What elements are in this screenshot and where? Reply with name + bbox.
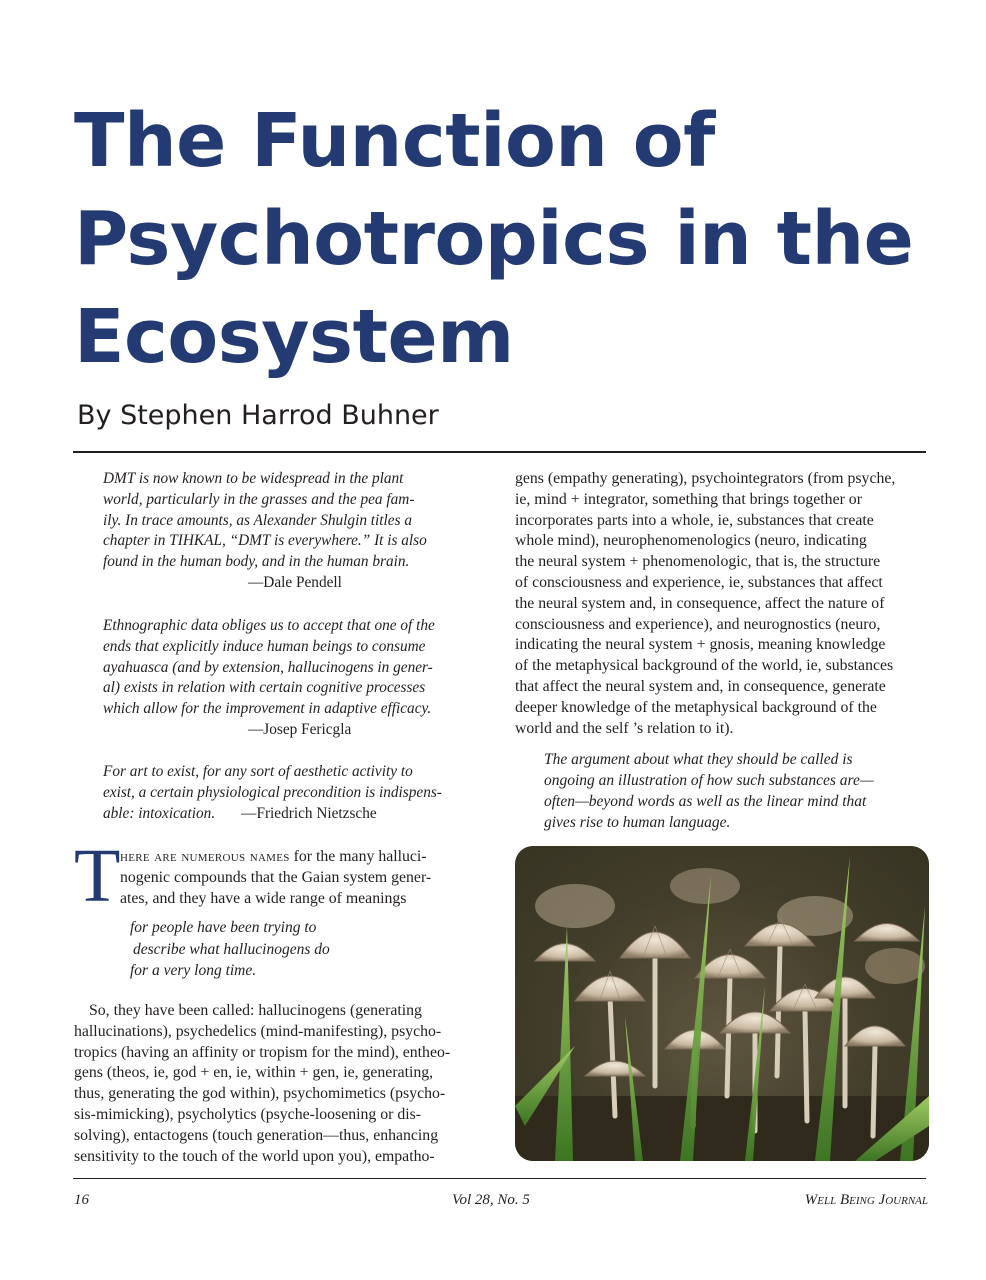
page-number: 16 bbox=[74, 1192, 89, 1208]
intro-line bbox=[120, 846, 480, 867]
title-line: Ecosystem bbox=[74, 294, 514, 380]
epigraph-line-text: able: intoxication. bbox=[103, 804, 216, 822]
epigraph-line: which allow for the improvement in adaptive efficacy. bbox=[103, 700, 432, 718]
epigraph-nietzsche bbox=[103, 762, 463, 824]
body-line: tropics (having an affinity or tropism for the mind), entheo- bbox=[74, 1043, 451, 1061]
pull-quote-line: gives rise to human language. bbox=[544, 814, 731, 831]
body-line: deeper knowledge of the metaphysical background of the bbox=[515, 698, 877, 716]
intro-line: nogenic compounds that the Gaian system gener- bbox=[120, 869, 432, 886]
mushroom-photo-illustration bbox=[515, 846, 929, 1161]
body-line: indicating the neural system + gnosis, meaning knowledge bbox=[515, 636, 886, 654]
epigraph-line: world, particularly in the grasses and the pea fam- bbox=[103, 490, 415, 508]
epigraph-line: ayahuasca (and by extension, hallucinogens in gener- bbox=[103, 658, 433, 676]
epigraph-pendell bbox=[103, 469, 463, 594]
epigraph-attribution: —Josep Fericgla bbox=[248, 720, 352, 738]
footer-divider bbox=[73, 1178, 926, 1179]
pull-quote-right bbox=[544, 749, 904, 833]
body-line: gens (empathy generating), psychointegrators (from psyche, bbox=[515, 470, 896, 487]
epigraph-attribution: —Dale Pendell bbox=[248, 573, 342, 591]
epigraph-line: al) exists in relation with certain cognitive processes bbox=[103, 679, 426, 697]
epigraph-line: found in the human body, and in the human brain. bbox=[103, 553, 410, 571]
pull-quote-line: The argument about what they should be called is bbox=[544, 751, 853, 768]
body-line: world and the self ’s relation to it). bbox=[515, 719, 734, 737]
mushroom-photo bbox=[515, 846, 929, 1161]
pull-quote-line: ongoing an illustration of how such substances are— bbox=[544, 772, 874, 789]
epigraph-line: DMT is now known to be widespread in the plant bbox=[103, 470, 404, 487]
journal-name: Well Being Journal bbox=[804, 1192, 928, 1208]
pull-quote-line: for a very long time. bbox=[130, 962, 257, 979]
body-line: ie, mind + integrator, something that brings together or bbox=[515, 490, 862, 508]
body-column-left bbox=[74, 1001, 484, 1167]
header-divider bbox=[73, 451, 926, 453]
body-line: of the metaphysical background of the world, ie, substances bbox=[515, 657, 894, 675]
epigraph-line: Ethnographic data obliges us to accept that one of the bbox=[103, 617, 435, 634]
issue-label: Vol 28, No. 5 bbox=[452, 1192, 530, 1208]
epigraph-line: ends that explicitly induce human beings to consume bbox=[103, 637, 426, 655]
body-line: consciousness and experience), and neurognostics (neuro, bbox=[515, 615, 881, 633]
pull-quote-line: for people have been trying to bbox=[130, 919, 317, 936]
body-line: sis-mimicking), psycholytics (psyche-loosening or dis- bbox=[74, 1105, 422, 1123]
body-line: thus, generating the god within), psychomimetics (psycho- bbox=[74, 1085, 446, 1103]
pull-quote-line: often—beyond words as well as the linear mind that bbox=[544, 793, 867, 810]
article-title bbox=[74, 92, 934, 386]
epigraph-fericgla bbox=[103, 616, 463, 741]
epigraph-line: For art to exist, for any sort of aesthetic activity to bbox=[103, 763, 413, 780]
epigraph-line: exist, a certain physiological precondition is indispens- bbox=[103, 783, 442, 801]
body-line: So, they have been called: hallucinogens (generating bbox=[89, 1002, 422, 1019]
body-column-right bbox=[515, 469, 927, 739]
body-line: of consciousness and experience, ie, substances that affect bbox=[515, 573, 883, 591]
body-line: sensitivity to the touch of the world upon you), empatho- bbox=[74, 1147, 435, 1165]
pull-quote-line: describe what hallucinogens do bbox=[133, 940, 330, 958]
body-line: hallucinations), psychedelics (mind-manifesting), psycho- bbox=[74, 1022, 442, 1040]
intro-line: ates, and they have a wide range of meanings bbox=[120, 890, 407, 907]
intro-line-rest: for the many halluci- bbox=[289, 848, 427, 865]
drop-cap: T bbox=[74, 834, 121, 918]
pull-quote-left bbox=[130, 917, 430, 982]
body-line: solving), entactogens (touch generation—thus, enhancing bbox=[74, 1126, 439, 1144]
title-line: Psychotropics in the bbox=[74, 196, 914, 282]
body-line: the neural system + phenomenologic, that is, the structure bbox=[515, 553, 881, 571]
intro-smallcaps: here are numerous names bbox=[120, 848, 290, 865]
body-line: whole mind), neurophenomenologics (neuro, indicating bbox=[515, 532, 867, 550]
body-line: that affect the neural system and, in consequence, generate bbox=[515, 677, 886, 695]
epigraph-attribution: —Friedrich Nietzsche bbox=[241, 804, 377, 822]
body-line: incorporates parts into a whole, ie, substances that create bbox=[515, 511, 874, 529]
byline: By Stephen Harrod Buhner bbox=[77, 400, 439, 431]
epigraph-line: ily. In trace amounts, as Alexander Shulgin titles a bbox=[103, 511, 413, 529]
body-line: the neural system and, in consequence, affect the nature of bbox=[515, 594, 885, 612]
epigraph-line: chapter in TIHKAL, “DMT is everywhere.” It is also bbox=[103, 532, 427, 550]
epigraph-line bbox=[103, 804, 463, 825]
title-line: The Function of bbox=[74, 98, 715, 184]
intro-paragraph bbox=[120, 846, 480, 909]
body-line: gens (theos, ie, god + en, ie, within + gen, ie, generating, bbox=[74, 1064, 434, 1082]
